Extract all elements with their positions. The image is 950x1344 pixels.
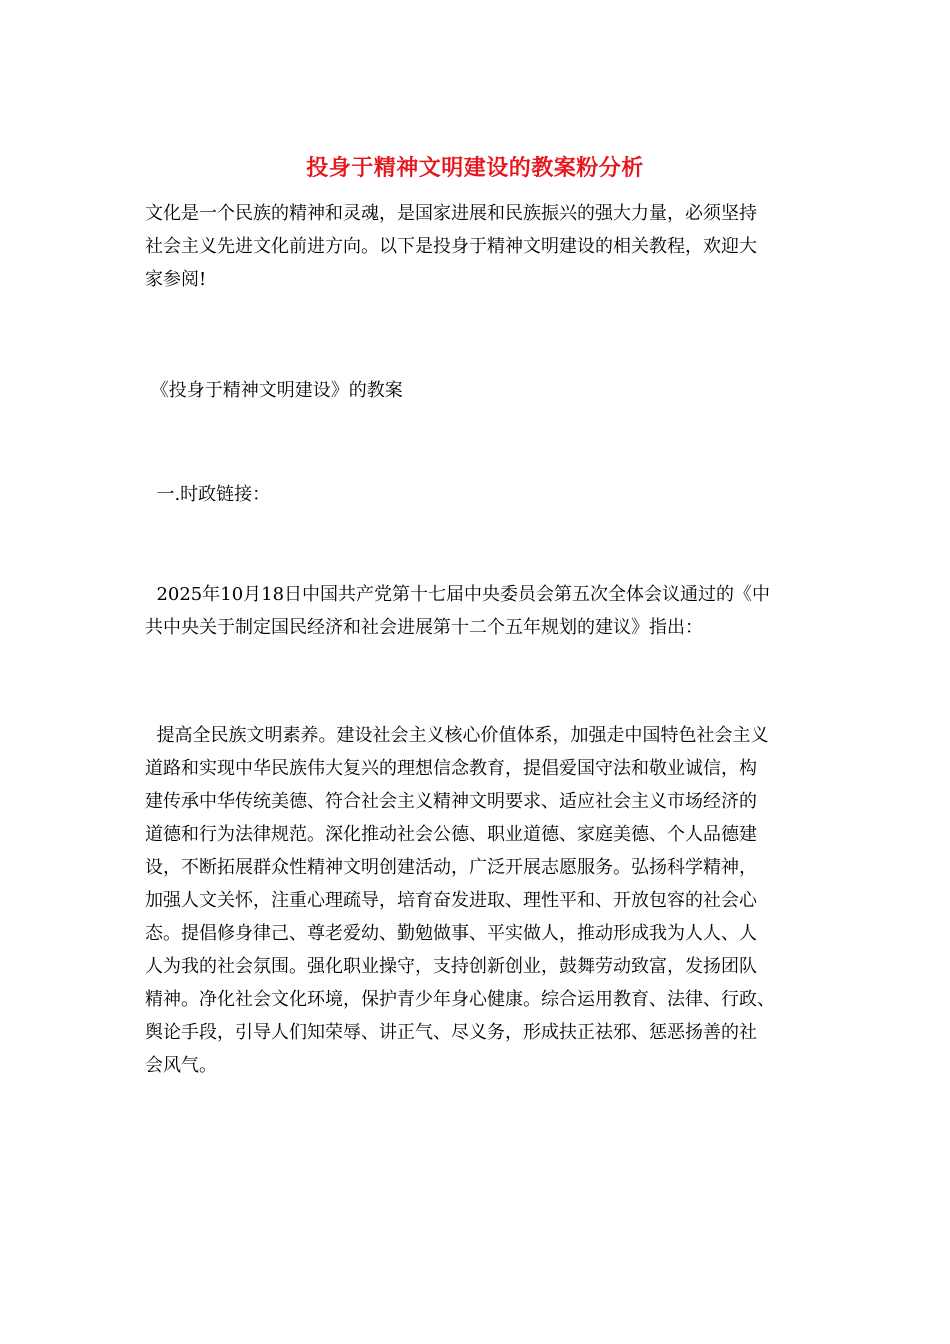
paragraph-line: 2025年10月18日中国共产党第十七届中央委员会第五次全体会议通过的《中 [145,584,771,605]
paragraph-line: 人为我的社会氛围。强化职业操守，支持创新创业，鼓舞劳动致富，发扬团队 [145,956,757,977]
intro-line: 文化是一个民族的精神和灵魂，是国家进展和民族振兴的强大力量，必须坚持 [145,203,757,224]
paragraph-line: 精神。净化社会文化环境，保护青少年身心健康。综合运用教育、法律、行政、 [145,989,775,1010]
section-heading [145,478,810,511]
news-paragraph [145,578,810,644]
paragraph-line: 设，不断拓展群众性精神文明创建活动，广泛开展志愿服务。弘扬科学精神， [145,857,757,878]
paragraph-line: 道德和行为法律规范。深化推动社会公德、职业道德、家庭美德、个人品德建 [145,824,757,845]
lesson-heading [145,374,810,407]
paragraph-line: 舆论手段，引导人们知荣辱、讲正气、尽义务，形成扶正祛邪、惩恶扬善的社 [145,1022,757,1043]
section-heading-text: 一.时政链接： [145,484,271,505]
intro-line: 社会主义先进文化前进方向。以下是投身于精神文明建设的相关教程，欢迎大 [145,236,757,257]
document-title: 投身于精神文明建设的教案粉分析 [306,155,644,181]
intro-line: 家参阅! [145,269,207,290]
paragraph-line: 共中央关于制定国民经济和社会进展第十二个五年规划的建议》指出： [145,617,703,638]
paragraph-line: 态。提倡修身律己、尊老爱幼、勤勉做事、平实做人，推动形成我为人人、人 [145,923,757,944]
paragraph-line: 道路和实现中华民族伟大复兴的理想信念教育，提倡爱国守法和敬业诚信，构 [145,758,757,779]
lesson-heading-text: 《投身于精神文明建设》的教案 [145,380,403,401]
paragraph-line: 会风气。 [145,1055,217,1076]
paragraph-line: 提高全民族文明素养。建设社会主义核心价值体系，加强走中国特色社会主义 [145,725,769,746]
paragraph-line: 建传承中华传统美德、符合社会主义精神文明要求、适应社会主义市场经济的 [145,791,757,812]
paragraph-line: 加强人文关怀，注重心理疏导，培育奋发进取、理性平和、开放包容的社会心 [145,890,757,911]
intro-paragraph [145,197,810,296]
quote-paragraph [145,719,810,1082]
